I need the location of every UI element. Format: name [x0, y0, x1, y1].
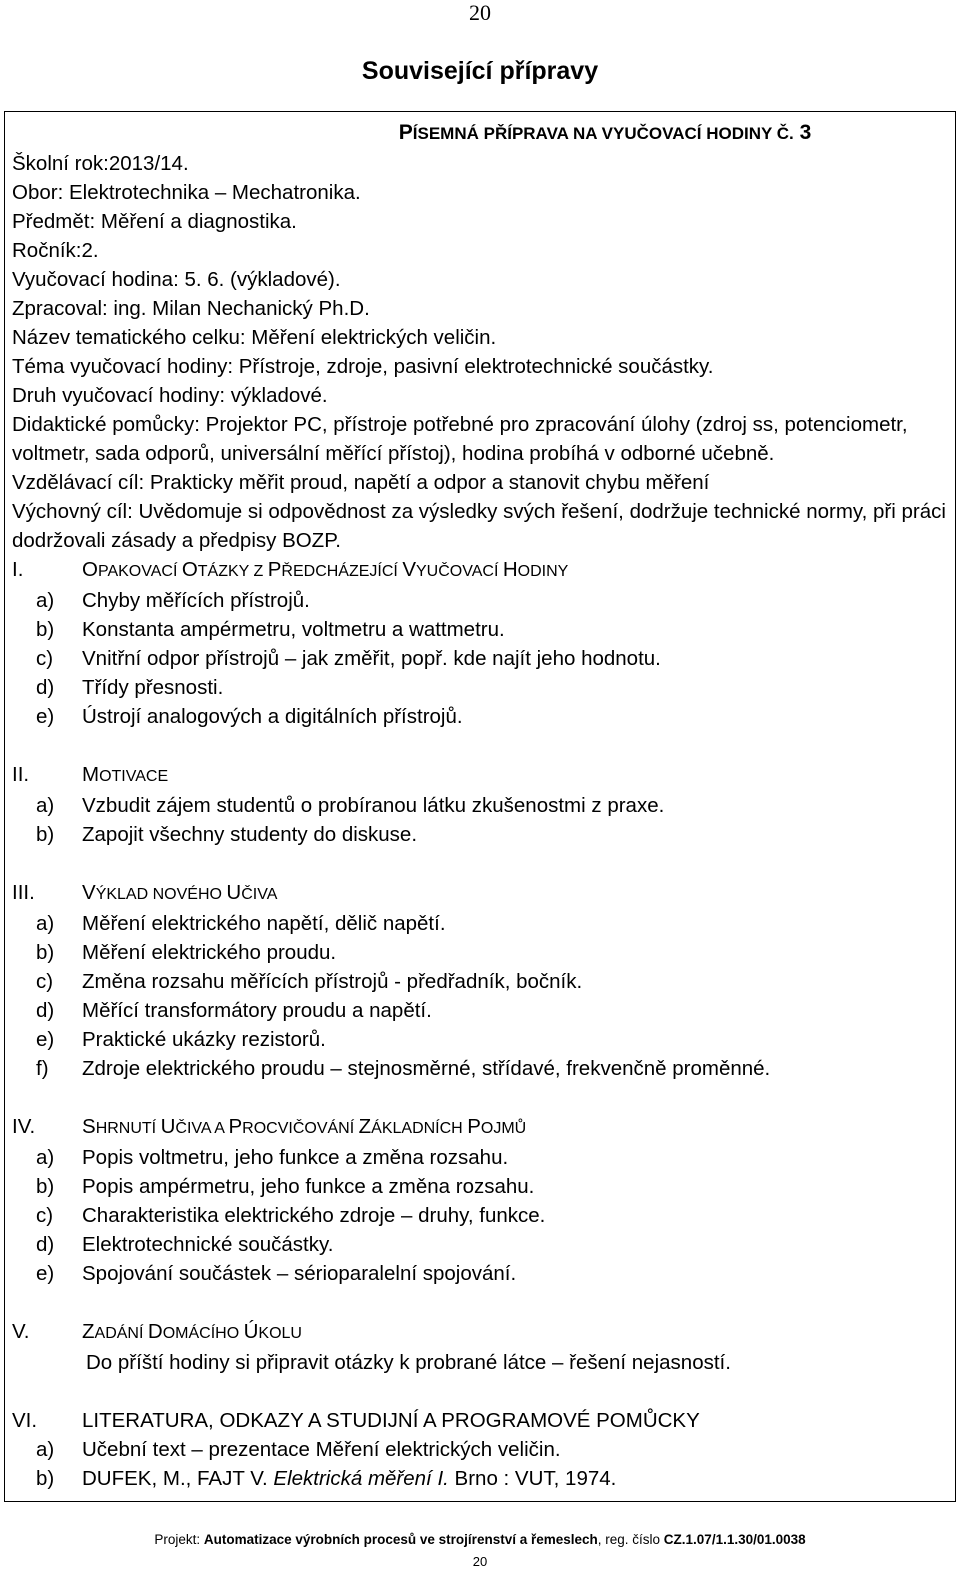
info-block [12, 149, 948, 410]
list-item [12, 586, 948, 615]
title-smallcaps: HRNUTÍ [95, 1120, 161, 1137]
info-line: Obor: Elektrotechnika – Mechatronika. [12, 181, 361, 204]
item-letter: b) [36, 1175, 55, 1198]
item-letter: e) [36, 1028, 55, 1051]
item-text: Charakteristika elektrického zdroje – druhy, funkce. [82, 1204, 546, 1227]
title-smallcaps: ROCVIČOVÁNÍ [242, 1120, 359, 1137]
title-smallcaps: ÝKLAD NOVÉHO [95, 886, 227, 903]
list-item [12, 644, 948, 673]
list-item [12, 996, 948, 1025]
item-letter: d) [36, 999, 55, 1022]
title-smallcaps: ÁKLADNÍCH [371, 1120, 468, 1137]
section-heading [12, 1317, 948, 1348]
title-initial: V [402, 558, 416, 581]
item-text: Zapojit všechny studenty do diskuse. [82, 823, 418, 846]
info-line: Ročník:2. [12, 239, 99, 262]
page-number-top: 20 [469, 0, 491, 25]
section-spacer [12, 1377, 948, 1406]
title-initial: Z [358, 1115, 372, 1138]
item-text: Měření elektrického napětí, dělič napětí. [82, 912, 446, 935]
list-item [12, 967, 948, 996]
info-line: Školní rok:2013/14. [12, 152, 189, 175]
title-smallcaps: ADÁNÍ [94, 1325, 148, 1342]
footer-reg-number: CZ.1.07/1.1.30/01.0038 [663, 1532, 806, 1547]
list-item [12, 1201, 948, 1230]
section-title [82, 1112, 526, 1143]
info-line: Druh vyučovací hodiny: výkladové. [12, 384, 328, 407]
list-item [12, 1259, 948, 1288]
section-title [82, 760, 168, 791]
title-smallcaps: ÍSEMNÁ PŘÍPRAVA NA VYUČOVACÍ HODINY Č. [412, 124, 794, 143]
info-line: Vyučovací hodina: 5. 6. (výkladové). [12, 268, 341, 291]
item-text: Vzbudit zájem studentů o probíranou látku zkušenostmi z praxe. [82, 794, 665, 817]
item-text-post: Brno : VUT, 1974. [448, 1467, 617, 1490]
section-number: V. [12, 1320, 30, 1343]
item-letter: d) [36, 676, 55, 699]
list-item [12, 615, 948, 644]
footer [0, 1531, 960, 1548]
title-smallcaps: ŘEDCHÁZEJÍCÍ [281, 563, 403, 580]
title-initial: O [82, 558, 98, 581]
list-item [12, 791, 948, 820]
item-letter: f) [36, 1057, 49, 1080]
title-smallcaps: TÁZKY Z [197, 563, 268, 580]
item-letter: c) [36, 1204, 54, 1227]
section-spacer [12, 731, 948, 760]
item-text: Měření elektrického proudu. [82, 941, 337, 964]
item-text: Učební text – prezentace Měření elektrických veličin. [82, 1438, 561, 1461]
item-text [82, 1464, 616, 1493]
educational-goal: Vzdělávací cíl: Prakticky měřit proud, napětí a odpor a stanovit chybu měření [12, 471, 710, 494]
item-letter: e) [36, 705, 55, 728]
footer-prefix: Projekt: [154, 1532, 204, 1547]
title-initial: U [226, 881, 242, 904]
list-item [12, 1025, 948, 1054]
lesson-plan-title [12, 118, 948, 149]
item-text: Konstanta ampérmetru, voltmetru a wattmetru. [82, 618, 505, 641]
title-smallcaps: ČIVA [241, 886, 278, 903]
item-letter: c) [36, 970, 54, 993]
title-initial: P [398, 121, 413, 144]
section-title [82, 878, 277, 909]
homework-text: Do příští hodiny si připravit otázky k probrané látce – řešení nejasností. [86, 1351, 731, 1374]
title-smallcaps: KOLU [258, 1325, 302, 1342]
didactic-aids: Didaktické pomůcky: Projektor PC, přístroje potřebné pro zpracování úlohy (zdroj ss, potenciometr, voltmetr, sada odporů, universální měřící přístoj), hodina probíhá v odborné učebně. [12, 413, 908, 465]
title-initial: M [82, 763, 100, 786]
section-spacer [12, 1083, 948, 1112]
section-heading [12, 1406, 948, 1435]
info-line: Předmět: Měření a diagnostika. [12, 210, 297, 233]
item-letter: b) [36, 941, 55, 964]
title-initial: S [82, 1115, 96, 1138]
title-initial: P [228, 1115, 243, 1138]
title-smallcaps: OMÁCÍHO [162, 1325, 244, 1342]
item-letter: a) [36, 1438, 55, 1461]
title-smallcaps: OJMŮ [480, 1120, 527, 1137]
title-initial: O [181, 558, 198, 581]
lesson-plan [12, 118, 948, 1493]
item-text: Třídy přesnosti. [82, 676, 224, 699]
section-number: II. [12, 763, 30, 786]
list-item [12, 1143, 948, 1172]
list-item [12, 1435, 948, 1464]
item-letter: a) [36, 794, 55, 817]
item-text: Praktické ukázky rezistorů. [82, 1028, 326, 1051]
item-text-pre: DUFEK, M., FAJT V. [82, 1467, 274, 1490]
item-letter: c) [36, 647, 54, 670]
item-letter: b) [36, 618, 55, 641]
title-smallcaps: YUČOVACÍ [416, 563, 503, 580]
title-initial: Ú [243, 1320, 259, 1343]
item-letter: a) [36, 912, 55, 935]
item-text: Elektrotechnické součástky. [82, 1233, 334, 1256]
title-smallcaps: ČIVA A [175, 1120, 229, 1137]
item-text: Zdroje elektrického proudu – stejnosměrné, střídavé, frekvenčně proměnné. [82, 1057, 771, 1080]
upbringing-goal: Výchovný cíl: Uvědomuje si odpovědnost za výsledky svých řešení, dodržuje technické normy, při práci dodržovali zásady a předpisy BOZP. [12, 500, 946, 552]
item-text: Chyby měřících přístrojů. [82, 589, 310, 612]
sections [12, 555, 948, 1493]
list-item [12, 1172, 948, 1201]
title-initial: H [502, 558, 518, 581]
list-item [12, 1464, 948, 1493]
footer-reg-label: , reg. číslo [597, 1532, 664, 1547]
item-letter: a) [36, 1146, 55, 1169]
item-text: Popis voltmetru, jeho funkce a změna rozsahu. [82, 1146, 509, 1169]
item-text: Spojování součástek – sérioparalelní spojování. [82, 1262, 517, 1285]
list-item [12, 820, 948, 849]
section-spacer [12, 1288, 948, 1317]
info-line: Název tematického celku: Měření elektrických veličin. [12, 326, 497, 349]
item-text: Vnitřní odpor přístrojů – jak změřit, popř. kde najít jeho hodnotu. [82, 647, 661, 670]
item-letter: a) [36, 589, 55, 612]
title-initial: V [82, 881, 96, 904]
section-spacer [12, 849, 948, 878]
item-text: Změna rozsahu měřících přístrojů - předřadník, bočník. [82, 970, 583, 993]
item-letter: b) [36, 1467, 55, 1490]
section-number: I. [12, 558, 24, 581]
list-item [12, 909, 948, 938]
section-title: LITERATURA, ODKAZY A STUDIJNÍ A PROGRAMOVÉ POMŮCKY [82, 1409, 700, 1432]
title-initial: Z [82, 1320, 95, 1343]
section-heading [12, 760, 948, 791]
info-line: Zpracoval: ing. Milan Nechanický Ph.D. [12, 297, 370, 320]
title-initial: P [467, 1115, 481, 1138]
title-initial: U [160, 1115, 176, 1138]
section-number: III. [12, 881, 35, 904]
list-item [12, 702, 948, 731]
title-smallcaps: ODINY [517, 563, 569, 580]
page-number-bottom: 20 [472, 1554, 488, 1569]
title-initial: D [147, 1320, 163, 1343]
section-number: VI. [12, 1409, 38, 1432]
title-number: 3 [793, 121, 812, 144]
item-text: Popis ampérmetru, jeho funkce a změna rozsahu. [82, 1175, 535, 1198]
footer-project: Automatizace výrobních procesů ve strojírenství a řemeslech [203, 1532, 598, 1547]
list-item [12, 1230, 948, 1259]
section-title [82, 555, 568, 586]
list-item [12, 1054, 948, 1083]
item-letter: d) [36, 1233, 55, 1256]
list-item [12, 673, 948, 702]
section-heading [12, 1112, 948, 1143]
title-initial: P [267, 558, 282, 581]
title-smallcaps: OTIVACE [99, 768, 169, 785]
item-text: Ústrojí analogových a digitálních přístrojů. [82, 705, 463, 728]
item-text: Měřící transformátory proudu a napětí. [82, 999, 432, 1022]
page-heading: Související přípravy [361, 57, 599, 85]
title-smallcaps: PAKOVACÍ [97, 563, 182, 580]
section-heading [12, 555, 948, 586]
item-text-italic: Elektrická měření I. [273, 1467, 449, 1490]
info-line: Téma vyučovací hodiny: Přístroje, zdroje, pasivní elektrotechnické součástky. [12, 355, 714, 378]
section-title [82, 1317, 302, 1348]
item-letter: e) [36, 1262, 55, 1285]
list-item [12, 938, 948, 967]
section-number: IV. [12, 1115, 36, 1138]
item-letter: b) [36, 823, 55, 846]
section-heading [12, 878, 948, 909]
